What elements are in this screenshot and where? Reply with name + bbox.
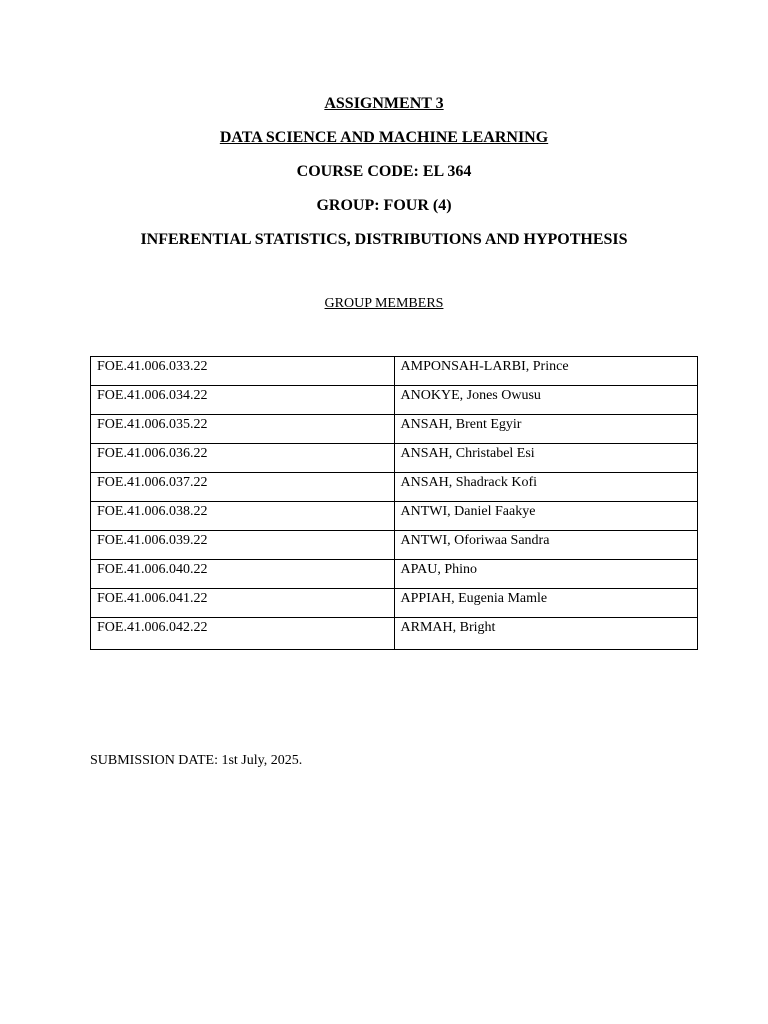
member-name: ANSAH, Brent Egyir: [394, 415, 697, 444]
table-row: [91, 357, 698, 386]
member-name: ANSAH, Shadrack Kofi: [394, 473, 697, 502]
table-row: [91, 502, 698, 531]
table-row: [91, 473, 698, 502]
member-name: ANTWI, Daniel Faakye: [394, 502, 697, 531]
table-row: [91, 531, 698, 560]
member-id: FOE.41.006.038.22: [91, 502, 395, 531]
member-id: FOE.41.006.039.22: [91, 531, 395, 560]
table-row: [91, 618, 698, 650]
member-name: ARMAH, Bright: [394, 618, 697, 650]
table-row: [91, 386, 698, 415]
table-row: [91, 560, 698, 589]
table-row: [91, 444, 698, 473]
member-name: ANSAH, Christabel Esi: [394, 444, 697, 473]
table-row: [91, 589, 698, 618]
group-members-table: [90, 356, 698, 650]
member-id: FOE.41.006.036.22: [91, 444, 395, 473]
topic-title: INFERENTIAL STATISTICS, DISTRIBUTIONS AND HYPOTHESIS: [140, 231, 628, 248]
member-id: FOE.41.006.033.22: [91, 357, 395, 386]
member-name: APPIAH, Eugenia Mamle: [394, 589, 697, 618]
member-id: FOE.41.006.037.22: [91, 473, 395, 502]
member-id: FOE.41.006.034.22: [91, 386, 395, 415]
course-title: DATA SCIENCE AND MACHINE LEARNING: [219, 129, 549, 146]
member-id: FOE.41.006.042.22: [91, 618, 395, 650]
table-row: [91, 415, 698, 444]
member-name: ANTWI, Oforiwaa Sandra: [394, 531, 697, 560]
member-name: APAU, Phino: [394, 560, 697, 589]
submission-date: SUBMISSION DATE: 1st July, 2025.: [90, 753, 303, 768]
member-name: AMPONSAH-LARBI, Prince: [394, 357, 697, 386]
assignment-title: ASSIGNMENT 3: [324, 95, 444, 112]
course-code: COURSE CODE: EL 364: [296, 163, 472, 180]
member-id: FOE.41.006.035.22: [91, 415, 395, 444]
group-members-heading: GROUP MEMBERS: [324, 296, 444, 311]
member-name: ANOKYE, Jones Owusu: [394, 386, 697, 415]
member-id: FOE.41.006.041.22: [91, 589, 395, 618]
member-id: FOE.41.006.040.22: [91, 560, 395, 589]
group-number: GROUP: FOUR (4): [316, 197, 452, 214]
